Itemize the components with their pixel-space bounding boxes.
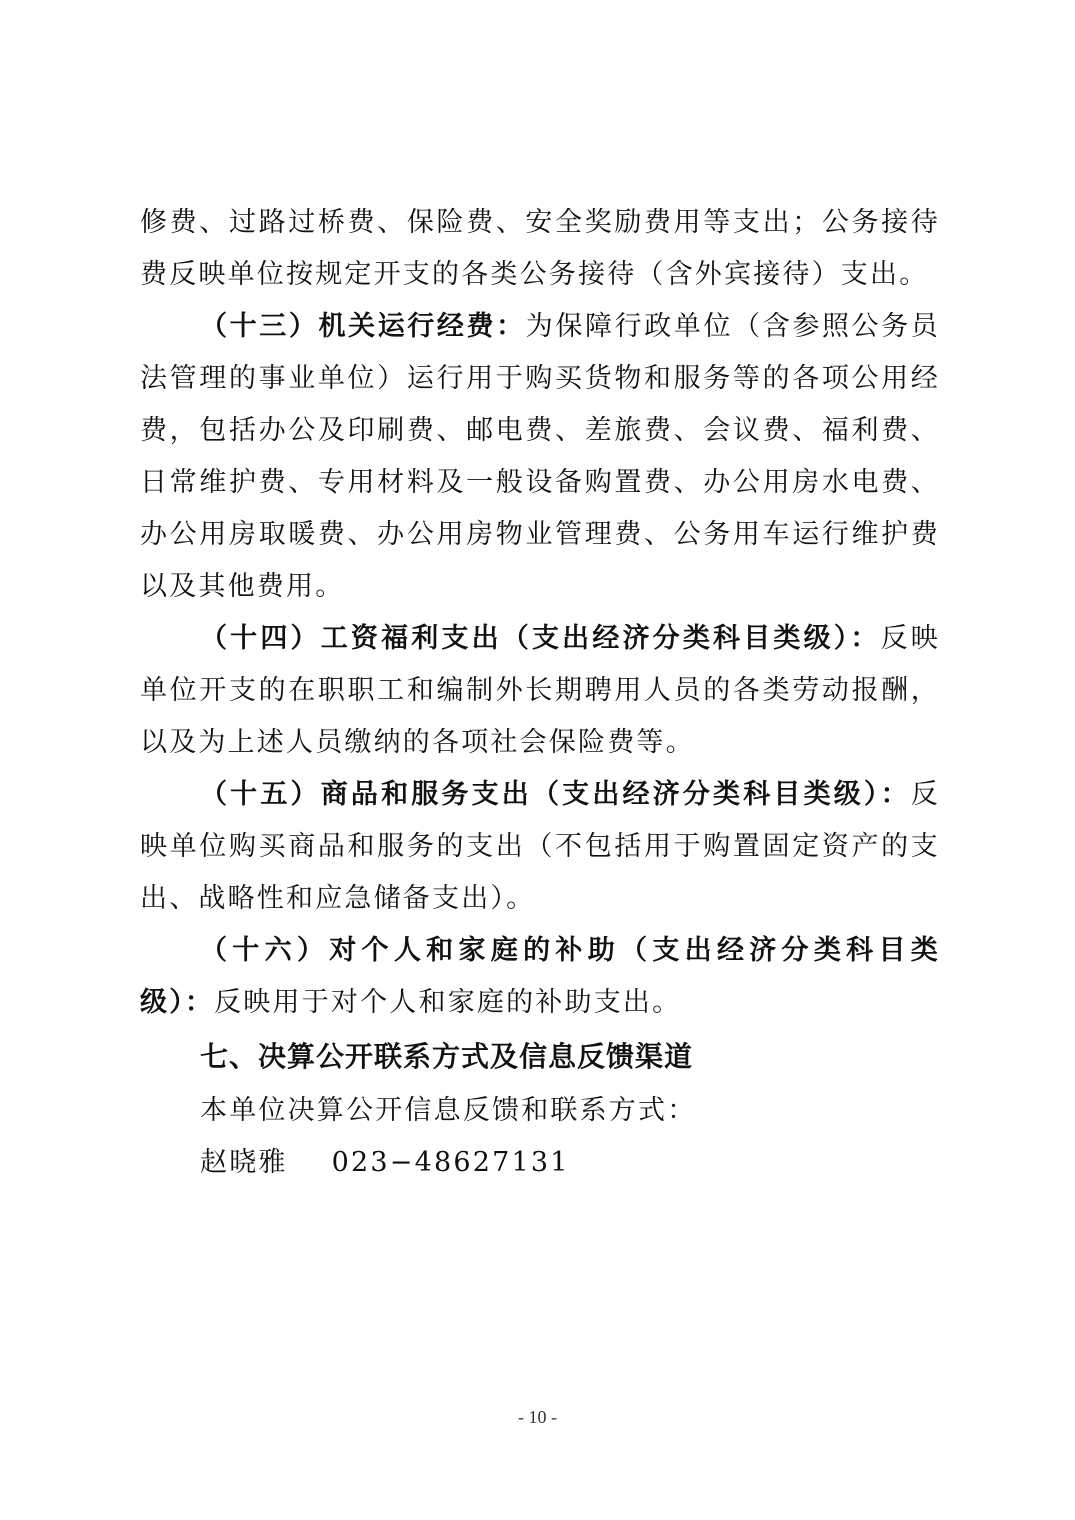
contact-phone: 023−48627131: [331, 1147, 570, 1178]
paragraph-continuation: [140, 197, 940, 301]
paragraph-item-14: [140, 613, 940, 769]
paragraph-item-13: [140, 301, 940, 613]
paragraph-item-16: [140, 925, 940, 1029]
contact-name: 赵晓雅: [200, 1147, 288, 1178]
item-13-heading: （十三）机关运行经费：: [200, 311, 526, 342]
item-13-text: 为保障行政单位（含参照公务员法管理的事业单位）运行用于购买货物和服务等的各项公用经费，包括办公及印刷费、邮电费、差旅费、会议费、福利费、日常维护费、专用材料及一般设备购置费、办公用房水电费、办公用房取暖费、办公用房物业管理费、公务用车运行维护费以及其他费用。: [140, 311, 940, 602]
item-16-text: 反映用于对个人和家庭的补助支出。: [214, 987, 682, 1018]
item-14-heading: （十四）工资福利支出（支出经济分类科目类级）：: [200, 623, 881, 654]
item-16-heading: （十六）对个人和家庭的补助（支出经济分类科目类级）：: [140, 935, 940, 1018]
section-heading: 七、决算公开联系方式及信息反馈渠道: [200, 1040, 694, 1073]
page-number: - 10 -: [518, 1407, 557, 1427]
contact-line: [140, 1137, 940, 1189]
contact-intro: 本单位决算公开信息反馈和联系方式：: [200, 1095, 697, 1126]
item-15-text: 反映单位购买商品和服务的支出（不包括用于购置固定资产的支出、战略性和应急储备支出）。: [140, 779, 940, 914]
paragraph-item-15: [140, 769, 940, 925]
item-14-text: 反映单位开支的在职职工和编制外长期聘用人员的各类劳动报酬，以及为上述人员缴纳的各项社会保险费等。: [140, 623, 940, 758]
item-15-heading: （十五）商品和服务支出（支出经济分类科目类级）：: [200, 779, 911, 810]
paragraph-text: 修费、过路过桥费、保险费、安全奖励费用等支出；公务接待费反映单位按规定开支的各类公务接待（含外宾接待）支出。: [140, 207, 940, 290]
document-body: [140, 197, 940, 1189]
